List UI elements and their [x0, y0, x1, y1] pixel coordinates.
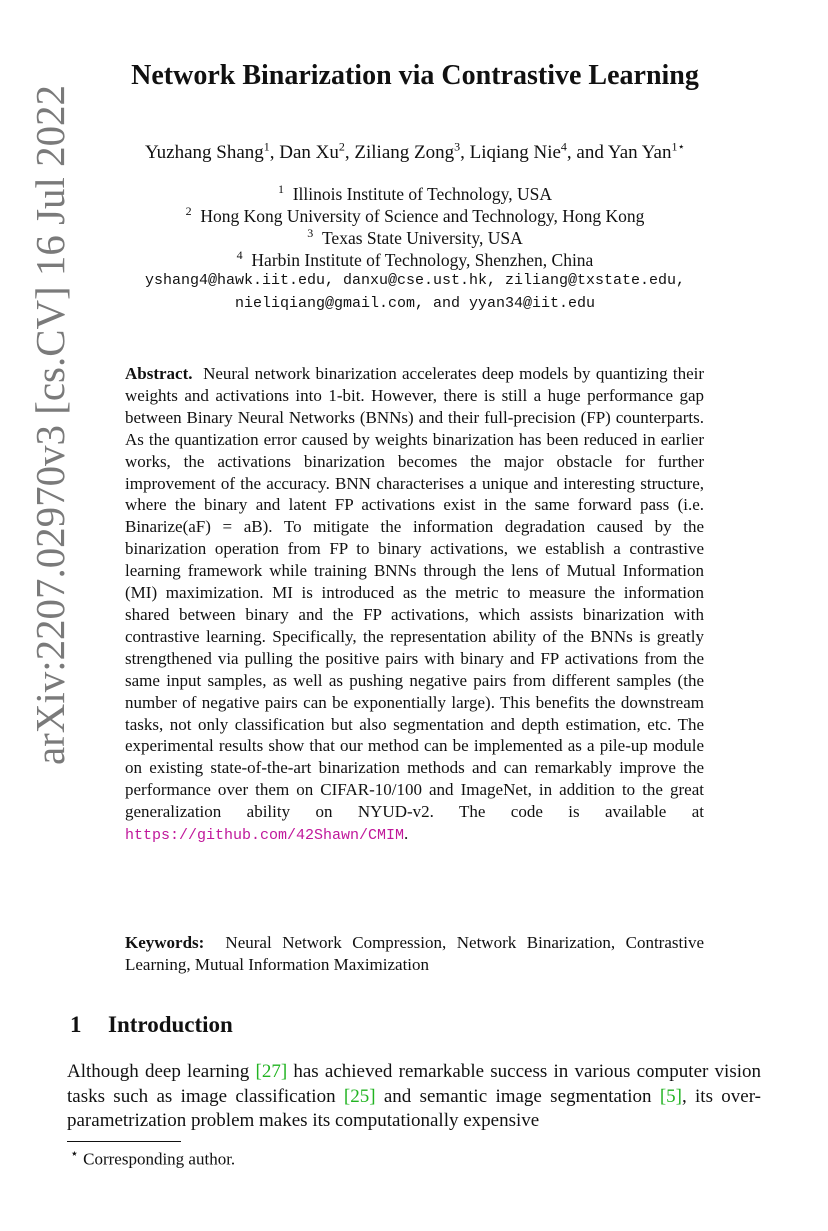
footnote: [70, 1146, 235, 1170]
author: Ziliang Zong$^3$,: [354, 140, 470, 164]
intro-paragraph: Although deep learning [27] has achieved remarkable success in various computer vision tasks such as image classification [25] and semantic image segmentation [5], its over-parametrization problem makes its computationally expensive: [67, 1061, 761, 1131]
author: Liqiang Nie$^4$, and: [469, 140, 608, 164]
email-line: yshang4@hawk.iit.edu, danxu@cse.ust.hk, ziliang@txstate.edu,: [144, 272, 686, 289]
citation-link[interactable]: [5]: [659, 1085, 682, 1107]
email-line: nieliqiang@gmail.com, and yyan34@iit.edu: [234, 295, 596, 312]
code-link[interactable]: https://github.com/42Shawn/CMIM: [125, 827, 405, 845]
footnote-text: Corresponding author.: [83, 1149, 236, 1169]
citation-link[interactable]: [27]: [255, 1061, 288, 1082]
keywords-label: Keywords:: [125, 933, 205, 952]
affiliation: $^3$ Texas State University, USA: [307, 226, 523, 248]
citation-link[interactable]: [25]: [343, 1085, 376, 1107]
author-list: [70, 140, 760, 164]
keywords-text: Neural Network Compression, Network Binarization, Contrastive Learning, Mutual Information Maximization: [125, 933, 704, 974]
abstract-label: Abstract.: [125, 364, 193, 383]
author: Dan Xu$^2$,: [279, 140, 355, 164]
abstract-text: Neural network binarization accelerates deep models by quantizing their weights and activations into 1-bit. However, there is still a huge performance gap between Binary Neural Networks (BNNs) and their full-precision (FP) counterparts. As the quantization error caused by weights binarization has been reduced in earlier works, the activations binarization becomes the major obstacle for further improvement of the accuracy. BNN characterises a unique and interesting structure, where the binary and latent FP activations exist in the same forward pass (i.e. Binarize(aF) = aB). To mitigate the information degradation caused by the binarization operation from FP to binary activations, we establish a contrastive learning framework while training BNNs through the lens of Mutual Information (MI) maximization. MI is introduced as the metric to measure the information shared between binary and the FP activations, which assists binarization with contrastive learning. Specifically, the representation ability of the BNNs is greatly strengthened via pulling the positive pairs with binary and FP activations from the same input samples, as well as pushing negative pairs from different samples (the number of negative pairs can be exponentially large). This benefits the downstream tasks, not only classification but also segmentation and depth estimation, etc. The experimental results show that our method can be implemented as a pile-up module on existing state-of-the-art binarization methods and can remarkably improve the performance over them on CIFAR-10/100 and ImageNet, in addition to the great generalization ability on NYUD-v2. The code is available at: [125, 364, 705, 822]
arxiv-side-stamp: [14, 80, 78, 770]
footnote-mark: ⋆: [70, 1146, 79, 1162]
keywords: [125, 932, 704, 976]
section-heading: [70, 1012, 233, 1038]
author: Yuzhang Shang$^1$,: [145, 140, 280, 164]
arxiv-identifier: arXiv:2207.02970v3 [cs.CV] 16 Jul 2022: [27, 83, 73, 765]
affiliation: $^1$ Illinois Institute of Technology, USA: [277, 182, 553, 204]
paper-title: Network Binarization via Contrastive Learning: [131, 60, 699, 91]
section-title: Introduction: [108, 1012, 233, 1037]
author: Yan Yan$^{1⋆}$: [607, 140, 685, 164]
abstract: Abstract. Neural network binarization accelerates deep models by quantizing their weights and activations into 1-bit. However, there is still a huge performance gap between Binary Neural Networks (BNNs) and their full-precision (FP) counterparts. As the quantization error caused by weights binarization has been reduced in earlier works, the activations binarization becomes the major obstacle for further improvement of the accuracy. BNN characterises a unique and interesting structure, where the binary and latent FP activations exist in the same forward pass (i.e. Binarize(aF) = aB). To mitigate the information degradation caused by the binarization operation from FP to binary activations, we establish a contrastive learning framework while training BNNs through the lens of Mutual Information (MI) maximization. MI is introduced as the metric to measure the information shared between binary and the FP activations, which assists binarization with contrastive learning. Specifically, the representation ability of the BNNs is greatly strengthened via pulling the positive pairs with binary and FP activations from the same input samples, as well as pushing negative pairs from different samples (the number of negative pairs can be exponentially large). This benefits the downstream tasks, not only classification but also segmentation and depth estimation, etc. The experimental results show that our method can be implemented as a pile-up module on existing state-of-the-art binarization methods and can remarkably improve the performance over them on CIFAR-10/100 and ImageNet, in addition to the great generalization ability on NYUD-v2. The code is available at https://github.com/42Shawn/CMIM.: [125, 364, 705, 845]
affiliation: $^4$ Harbin Institute of Technology, Shenzhen, China: [236, 248, 594, 270]
footnote-rule: [67, 1141, 181, 1142]
affiliation: $^2$ Hong Kong University of Science and Technology, Hong Kong: [185, 204, 645, 226]
section-number: 1: [70, 1012, 82, 1037]
